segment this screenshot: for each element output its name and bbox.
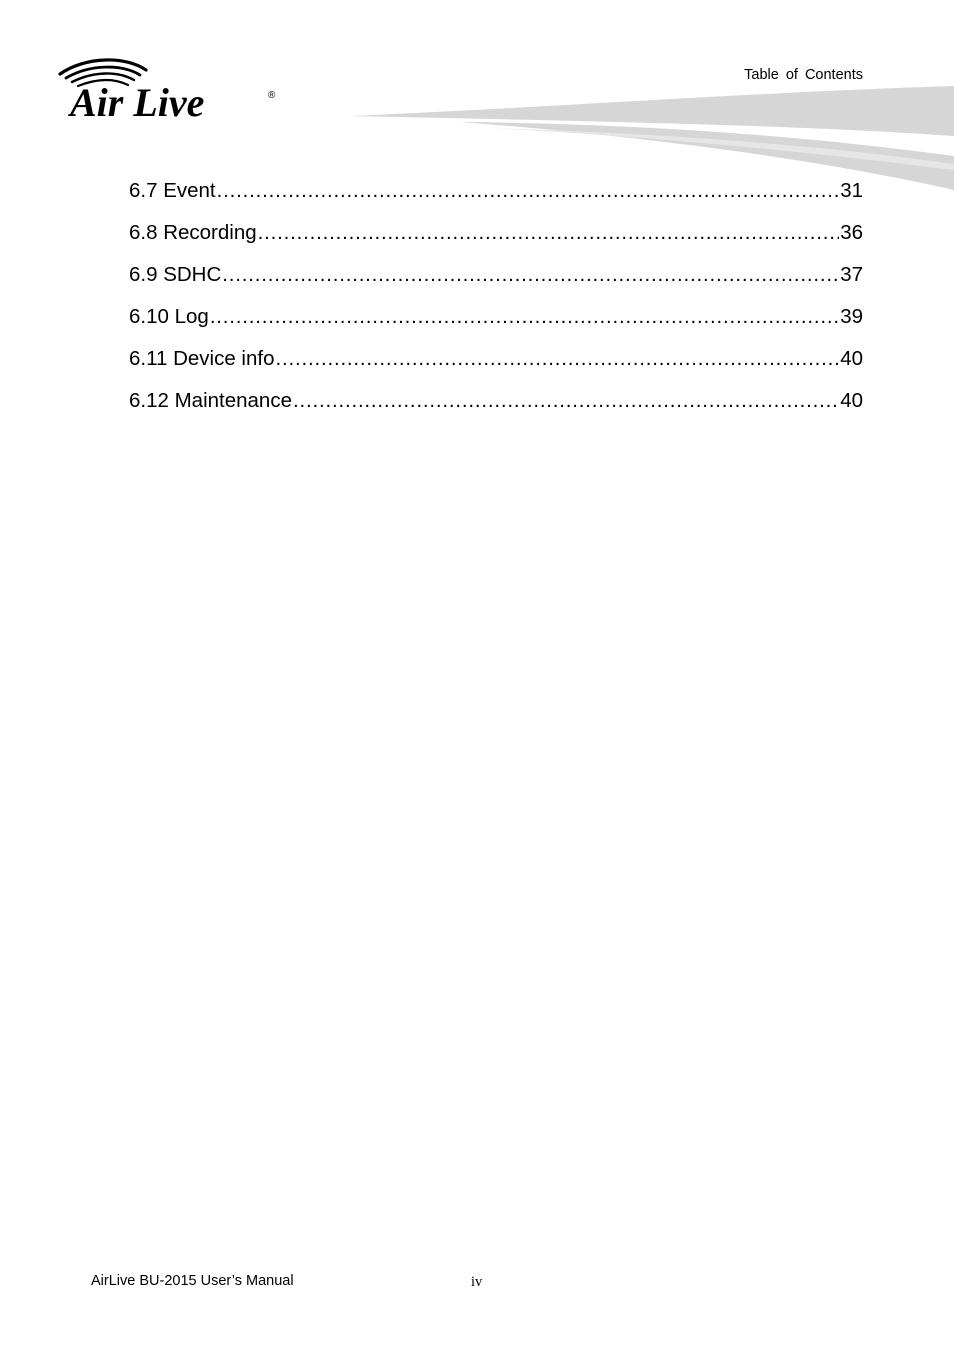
- toc-entry-label: 6.7 Event: [129, 179, 216, 202]
- toc-entry[interactable]: [129, 261, 863, 303]
- section-title: Table of Contents: [744, 67, 863, 83]
- toc-entry[interactable]: [129, 303, 863, 345]
- toc-dot-leader: [275, 345, 839, 373]
- toc-entry-label: 6.12 Maintenance: [129, 389, 292, 412]
- toc-entry[interactable]: [129, 345, 863, 387]
- logo-wordmark: Air Live: [70, 80, 205, 122]
- toc-dot-leader: [210, 303, 839, 331]
- toc-entry-label: 6.9 SDHC: [129, 263, 222, 286]
- toc-entry-label: 6.8 Recording: [129, 221, 257, 244]
- toc-entry-page: 40: [840, 347, 863, 370]
- toc-entry-page: 39: [840, 305, 863, 328]
- toc-entry-page: 36: [840, 221, 863, 244]
- airlive-logo-icon: [56, 58, 286, 122]
- airlive-logo: [56, 58, 286, 122]
- table-of-contents: [129, 177, 863, 429]
- toc-entry[interactable]: [129, 219, 863, 261]
- toc-dot-leader: [258, 219, 840, 247]
- toc-dot-leader: [293, 387, 839, 415]
- footer-page-number: iv: [471, 1274, 483, 1290]
- toc-entry[interactable]: [129, 177, 863, 219]
- toc-entry[interactable]: [129, 387, 863, 429]
- logo-registered-mark: ®: [268, 90, 276, 101]
- toc-entry-page: 31: [840, 179, 863, 202]
- footer-manual-title: AirLive BU-2015 User’s Manual: [91, 1273, 294, 1289]
- toc-entry-page: 37: [840, 263, 863, 286]
- toc-entry-label: 6.11 Device info: [129, 347, 275, 370]
- toc-dot-leader: [217, 177, 840, 205]
- toc-dot-leader: [222, 261, 839, 289]
- toc-entry-label: 6.10 Log: [129, 305, 209, 328]
- toc-entry-page: 40: [840, 389, 863, 412]
